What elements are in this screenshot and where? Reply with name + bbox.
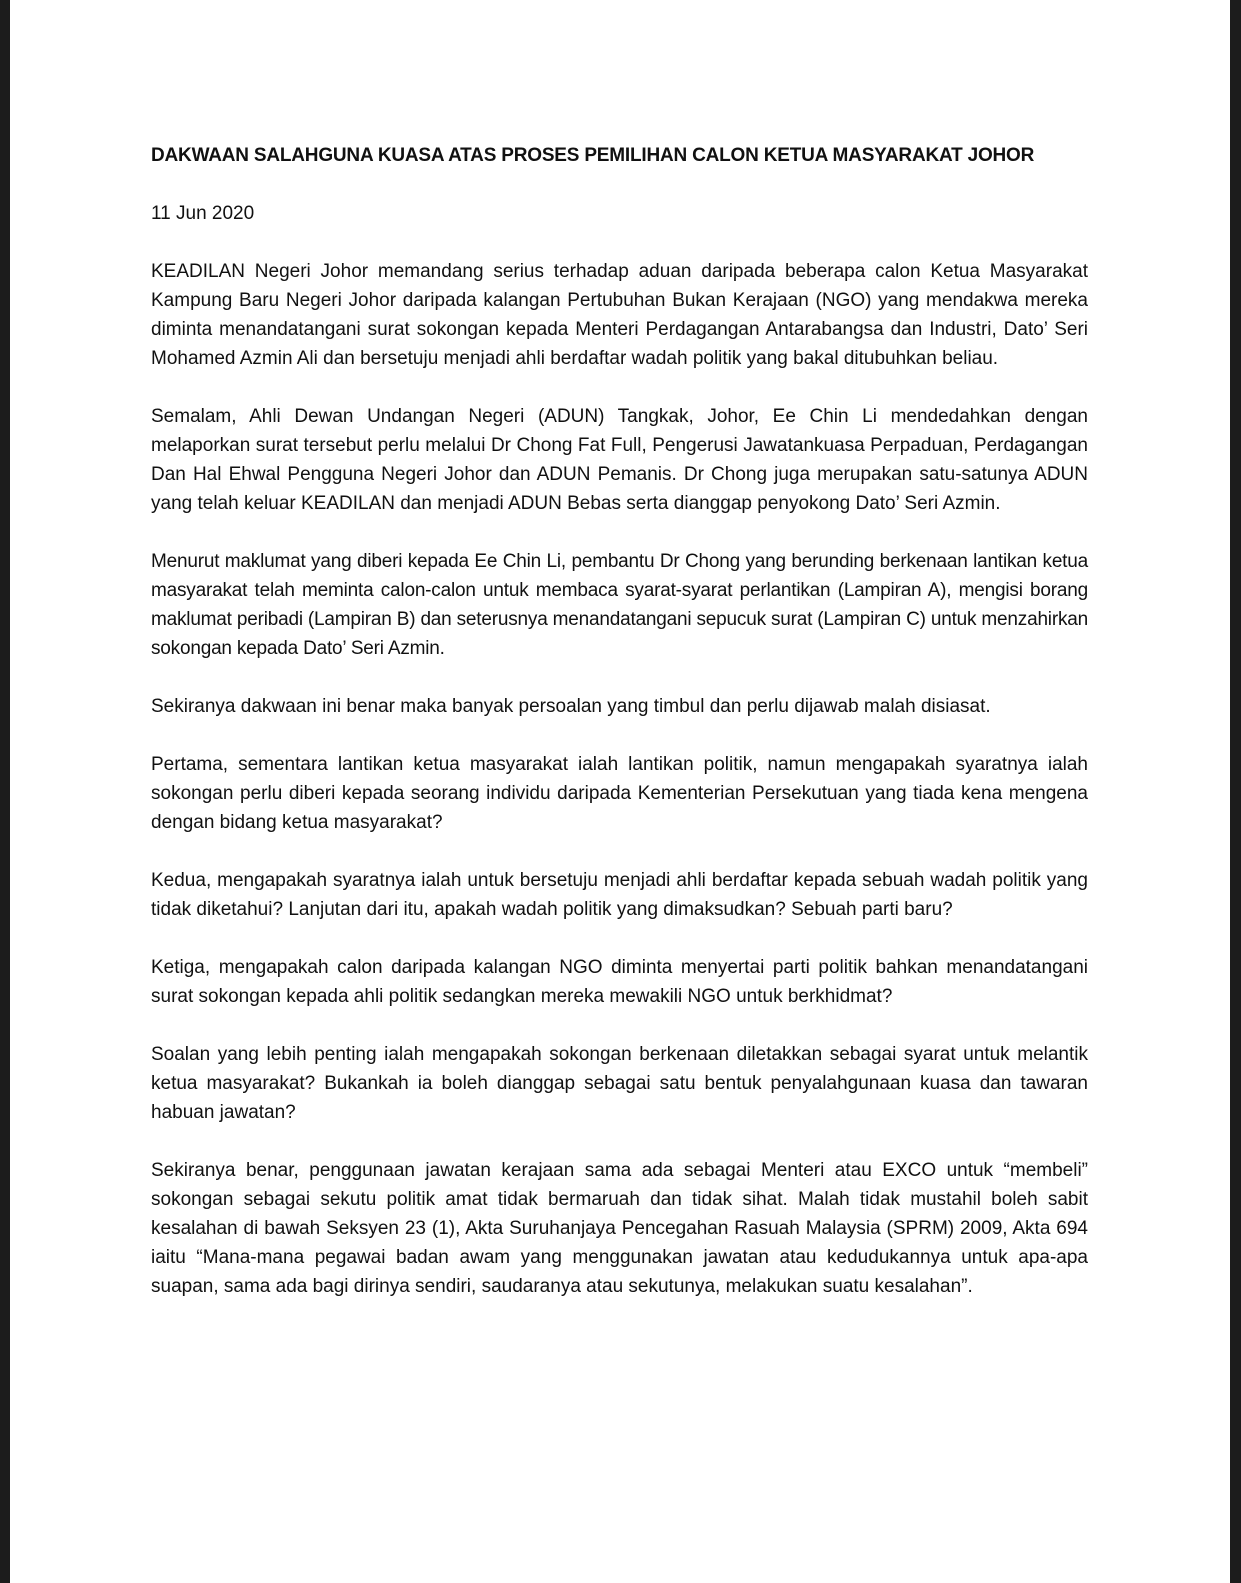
document-title: DAKWAAN SALAHGUNA KUASA ATAS PROSES PEMILIHAN CALON KETUA MASYARAKAT JOHOR [151,145,1035,166]
press-statement [151,141,1088,1330]
paragraph-7: Ketiga, mengapakah calon daripada kalangan NGO diminta menyertai parti politik bahkan menandatangani surat sokongan kepada ahli politik sedangkan mereka mewakili NGO untuk berkhidmat? [151,957,1088,1007]
paragraph-9: Sekiranya benar, penggunaan jawatan kerajaan sama ada sebagai Menteri atau EXCO untuk “membeli” sokongan sebagai sekutu politik amat tidak bermaruah dan tidak sihat. Malah tidak mustahil boleh sabit kesalahan di bawah Seksyen 23 (1), Akta Suruhanjaya Pencegahan Rasuah Malaysia (SPRM) 2009, Akta 694 iaitu “Mana-mana pegawai badan awam yang menggunakan jawatan atau kedudukannya untuk apa-apa suapan, sama ada bagi dirinya sendiri, saudaranya atau sekutunya, melakukan suatu kesalahan”. [151,1160,1088,1297]
paragraph-3: Menurut maklumat yang diberi kepada Ee Chin Li, pembantu Dr Chong yang berunding berkenaan lantikan ketua masyarakat telah meminta calon-calon untuk membaca syarat-syarat perlantikan (Lampiran A), mengisi borang maklumat peribadi (Lampiran B) dan seterusnya menandatangani sepucuk surat (Lampiran C) untuk menzahirkan sokongan kepada Dato’ Seri Azmin. [151,551,1088,659]
left-scan-border [0,0,10,1583]
paragraph-4: Sekiranya dakwaan ini benar maka banyak persoalan yang timbul dan perlu dijawab malah disiasat. [151,696,991,717]
paragraph-2: Semalam, Ahli Dewan Undangan Negeri (ADUN) Tangkak, Johor, Ee Chin Li mendedahkan dengan melaporkan surat tersebut perlu melalui Dr Chong Fat Full, Pengerusi Jawatankuasa Perpaduan, Perdagangan Dan Hal Ehwal Pengguna Negeri Johor dan ADUN Pemanis. Dr Chong juga merupakan satu-satunya ADUN yang telah keluar KEADILAN dan menjadi ADUN Bebas serta dianggap penyokong Dato’ Seri Azmin. [151,406,1088,514]
paragraph-6: Kedua, mengapakah syaratnya ialah untuk bersetuju menjadi ahli berdaftar kepada sebuah wadah politik yang tidak diketahui? Lanjutan dari itu, apakah wadah politik yang dimaksudkan? Sebuah parti baru? [151,870,1088,920]
document-date: 11 Jun 2020 [151,203,255,224]
paragraph-5: Pertama, sementara lantikan ketua masyarakat ialah lantikan politik, namun mengapakah syaratnya ialah sokongan perlu diberi kepada seorang individu daripada Kementerian Persekutuan yang tiada kena mengena dengan bidang ketua masyarakat? [151,754,1088,833]
paragraph-1: KEADILAN Negeri Johor memandang serius terhadap aduan daripada beberapa calon Ketua Masyarakat Kampung Baru Negeri Johor daripada kalangan Pertubuhan Bukan Kerajaan (NGO) yang mendakwa mereka diminta menandatangani surat sokongan kepada Menteri Perdagangan Antarabangsa dan Industri, Dato’ Seri Mohamed Azmin Ali dan bersetuju menjadi ahli berdaftar wadah politik yang bakal ditubuhkan beliau. [151,261,1088,369]
right-scan-border [1230,0,1241,1583]
paragraph-8: Soalan yang lebih penting ialah mengapakah sokongan berkenaan diletakkan sebagai syarat untuk melantik ketua masyarakat? Bukankah ia boleh dianggap sebagai satu bentuk penyalahgunaan kuasa dan tawaran habuan jawatan? [151,1044,1088,1123]
